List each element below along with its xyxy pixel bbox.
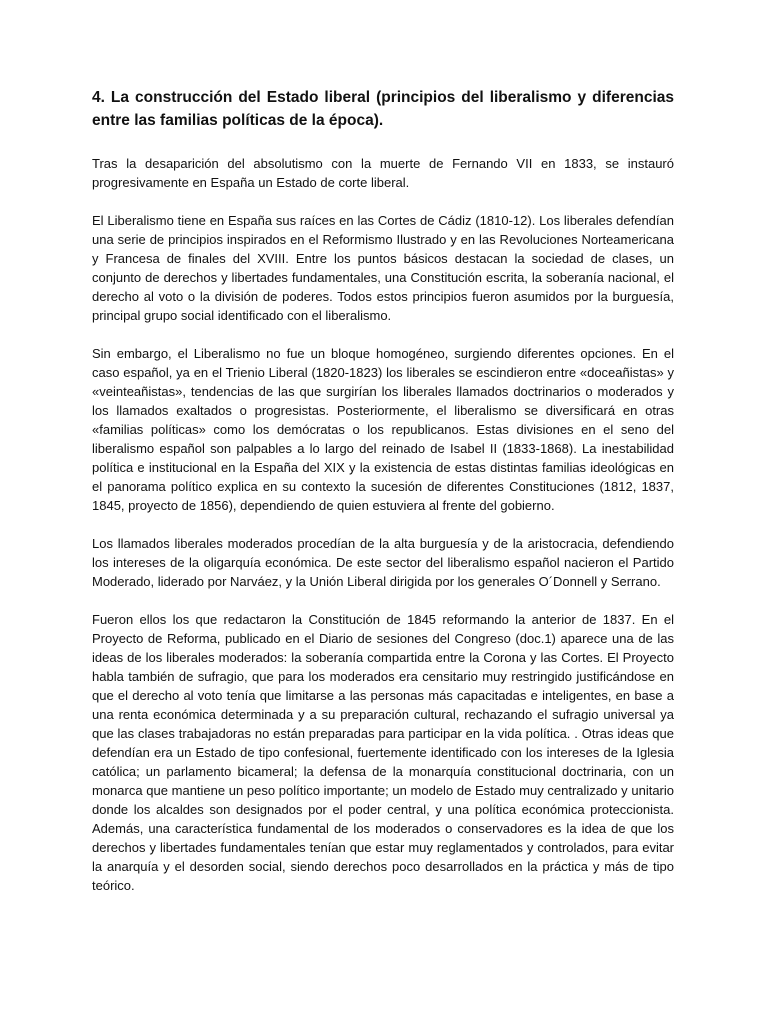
paragraph-constitution-1845: Fueron ellos los que redactaron la Constitución de 1845 reformando la anterior de 1837. En el Proyecto de Reforma, publicado en el Diario de sesiones del Congreso (doc.1) aparece una de las ideas de los liberales moderados: la soberanía compartida entre la Corona y las Cortes. El Proyecto habla también de sufragio, que para los moderados era censitario muy restringido justificándose en que el derecho al voto tenía que limitarse a las personas más capacitadas e inteligentes, en base a una renta económica determinada y a su preparación cultural, rechazando el sufragio universal ya que las clases trabajadoras no están preparadas para participar en la vida política. . Otras ideas que defendían era un Estado de tipo confesional, fuertemente identificado con los intereses de la Iglesia católica; un parlamento bicameral; la defensa de la monarquía constitucional doctrinaria, con un monarca que mantiene un peso político importante; un modelo de Estado muy centralizado y unitario donde los alcaldes son designados por el poder central, y una política económica proteccionista. Además, una característica fundamental de los moderados o conservadores es la idea de que los derechos y libertades fundamentales tenían que estar muy reglamentados y controlados, para evitar la anarquía y el desorden social, siendo derechos poco desarrollados en la práctica y más de tipo teórico. — [92, 612, 674, 893]
paragraph-liberalism-origins: El Liberalismo tiene en España sus raíces en las Cortes de Cádiz (1810-12). Los liberales defendían una serie de principios inspirados en el Reformismo Ilustrado y en las Revoluciones Norteamericana y Francesa de finales del XVIII. Entre los puntos básicos destacan la sociedad de clases, un conjunto de derechos y libertades fundamentales, una Constitución escrita, la soberanía nacional, el derecho al voto o la división de poderes. Todos estos principios fueron asumidos por la burguesía, principal grupo social identificado con el liberalismo. — [92, 213, 674, 323]
paragraph-moderates: Los llamados liberales moderados procedían de la alta burguesía y de la aristocracia, defendiendo los intereses de la oligarquía económica. De este sector del liberalismo español nacieron el Partido Moderado, liderado por Narváez, y la Unión Liberal dirigida por los generales O´Donnell y Serrano. — [92, 536, 674, 589]
paragraph-liberal-factions: Sin embargo, el Liberalismo no fue un bloque homogéneo, surgiendo diferentes opciones. En el caso español, ya en el Trienio Liberal (1820-1823) los liberales se escindieron entre «doceañistas» y «veinteañistas», tendencias de las que surgirían los liberales llamados doctrinarios o moderados y los llamados exaltados o progresistas. Posteriormente, el liberalismo se diversificará en otras «familias políticas» como los demócratas o los republicanos. Estas divisiones en el seno del liberalismo español son palpables a lo largo del reinado de Isabel II (1833-1868). La inestabilidad política e institucional en la España del XIX y la existencia de estas distintas familias ideológicas en el panorama político explica en su contexto la sucesión de diferentes Constituciones (1812, 1837, 1845, proyecto de 1856), dependiendo de quien estuviera al frente del gobierno. — [92, 346, 674, 513]
document-page — [92, 86, 674, 914]
section-title: 4. La construcción del Estado liberal (principios del liberalismo y diferencias entre las familias políticas de la época). — [92, 89, 674, 129]
paragraph-intro: Tras la desaparición del absolutismo con la muerte de Fernando VII en 1833, se instauró progresivamente en España un Estado de corte liberal. — [92, 156, 674, 190]
